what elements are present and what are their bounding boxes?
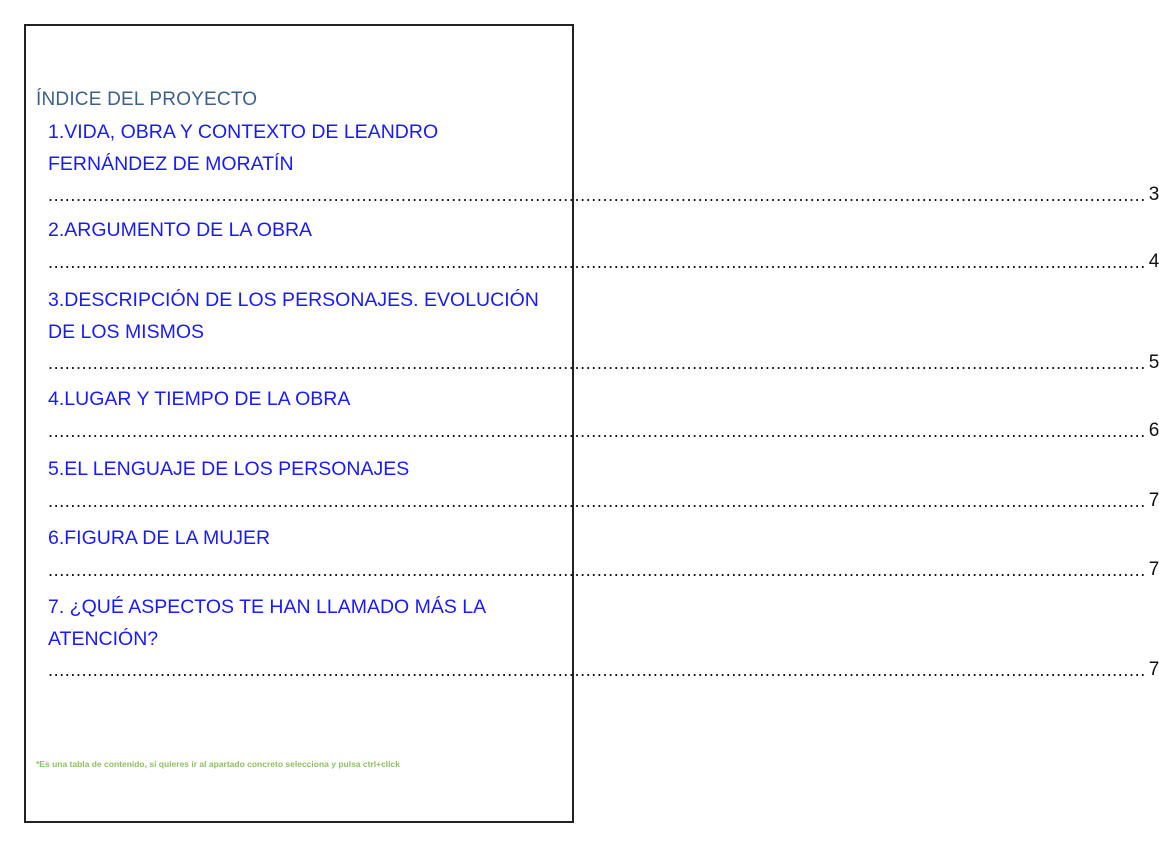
- toc-entry-5[interactable]: [48, 453, 1159, 511]
- toc-leader-row: [48, 418, 1159, 442]
- toc-page-number: 4: [1148, 251, 1159, 272]
- toc-entry-title-line[interactable]: 4.LUGAR Y TIEMPO DE LA OBRA: [48, 388, 351, 410]
- toc-entry-6[interactable]: [48, 522, 1159, 580]
- toc-entry-title-line[interactable]: 5.EL LENGUAJE DE LOS PERSONAJES: [48, 458, 410, 480]
- toc-entry-title-line[interactable]: 3.DESCRIPCIÓN DE LOS PERSONAJES. EVOLUCIÓN: [48, 289, 539, 311]
- toc-leader-row: [48, 249, 1159, 273]
- toc-entry-4[interactable]: [48, 383, 1159, 441]
- toc-dot-leader: ....................................................................................................................................................................................................: [48, 491, 1146, 511]
- toc-leader-row: [48, 488, 1159, 512]
- toc-dot-leader: ....................................................................................................................................................................................................: [48, 185, 1146, 205]
- toc-entry-1[interactable]: [48, 116, 1159, 205]
- toc-page-number: 6: [1148, 420, 1159, 441]
- toc-entry-title-line[interactable]: 2.ARGUMENTO DE LA OBRA: [48, 219, 313, 241]
- toc-dot-leader: ....................................................................................................................................................................................................: [48, 252, 1146, 272]
- footnote: *Es una tabla de contenido, si quieres ir al apartado concreto selecciona y pulsa ctrl+click: [36, 759, 400, 769]
- toc-entry-title-line[interactable]: ATENCIÓN?: [48, 628, 159, 650]
- toc-page-number: 7: [1148, 659, 1159, 680]
- toc-page-number: 7: [1148, 490, 1159, 511]
- toc-entry-title-line[interactable]: DE LOS MISMOS: [48, 321, 205, 343]
- toc-page-number: 5: [1148, 352, 1159, 373]
- toc-dot-leader: ....................................................................................................................................................................................................: [48, 353, 1146, 373]
- toc-leader-row: [48, 557, 1159, 581]
- toc-entry-title-line[interactable]: 1.VIDA, OBRA Y CONTEXTO DE LEANDRO: [48, 121, 439, 143]
- toc-entry-title-line[interactable]: 6.FIGURA DE LA MUJER: [48, 527, 271, 549]
- toc-dot-leader: ....................................................................................................................................................................................................: [48, 660, 1146, 680]
- toc-leader-row: [48, 350, 1159, 374]
- toc-entry-2[interactable]: [48, 214, 1159, 272]
- toc-leader-row: [48, 182, 1159, 206]
- toc-entry-3[interactable]: [48, 284, 1159, 373]
- toc-page-number: 3: [1148, 184, 1159, 205]
- toc-dot-leader: ....................................................................................................................................................................................................: [48, 421, 1146, 441]
- toc-page-number: 7: [1148, 559, 1159, 580]
- toc-entry-title-line[interactable]: 7. ¿QUÉ ASPECTOS TE HAN LLAMADO MÁS LA: [48, 596, 487, 618]
- toc-dot-leader: ....................................................................................................................................................................................................: [48, 560, 1146, 580]
- toc-leader-row: [48, 657, 1159, 681]
- toc-heading: ÍNDICE DEL PROYECTO: [36, 89, 258, 110]
- toc-entry-7[interactable]: [48, 591, 1159, 680]
- toc-entry-title-line[interactable]: FERNÁNDEZ DE MORATÍN: [48, 153, 294, 175]
